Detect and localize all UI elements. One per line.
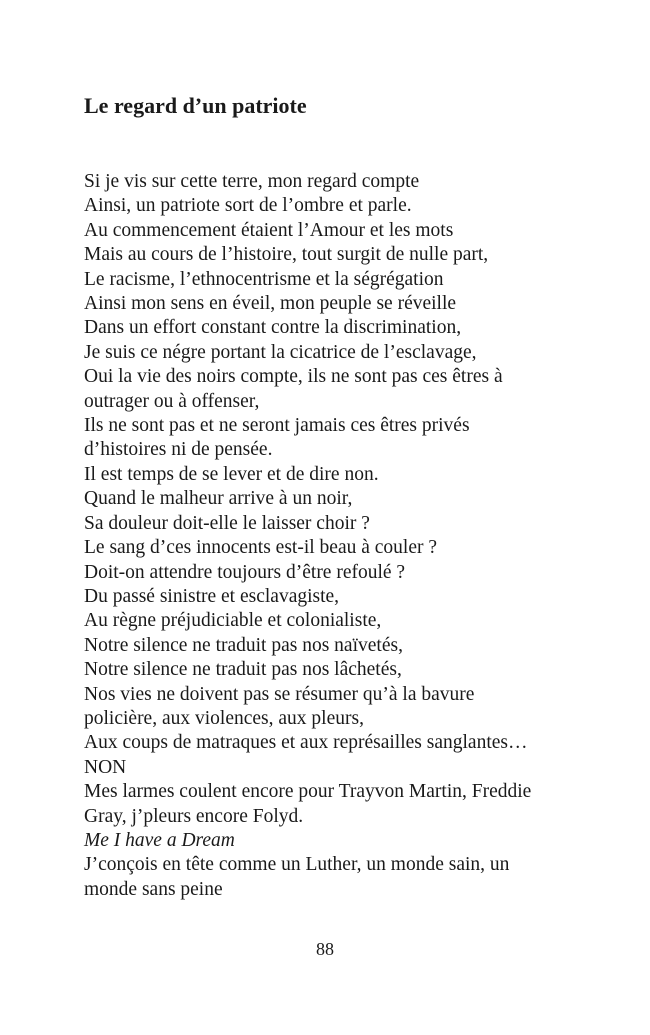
- poem-line: monde sans peine: [84, 878, 223, 900]
- poem-line: Le sang d’ces innocents est-il beau à couler ?: [84, 537, 438, 559]
- poem-line: Mais au cours de l’histoire, tout surgit de nulle part,: [84, 244, 489, 266]
- poem-line: Gray, j’pleurs encore Folyd.: [84, 805, 304, 827]
- poem-line: J’conçois en tête comme un Luther, un monde sain, un: [84, 854, 510, 876]
- poem-line: NON: [84, 756, 127, 778]
- poem-line: Quand le malheur arrive à un noir,: [84, 488, 353, 510]
- poem-line: Doit-on attendre toujours d’être refoulé ?: [84, 561, 406, 583]
- poem-title: Le regard d’un patriote: [84, 93, 307, 118]
- poem-line: Aux coups de matraques et aux représailles sanglantes…: [84, 732, 528, 754]
- page-number: 88: [316, 939, 334, 959]
- poem-line: Ainsi mon sens en éveil, mon peuple se réveille: [84, 293, 457, 315]
- poem-line: Notre silence ne traduit pas nos lâchetés,: [84, 659, 402, 681]
- poem-line: Dans un effort constant contre la discrimination,: [84, 317, 462, 339]
- poem-line: Ils ne sont pas et ne seront jamais ces êtres privés: [84, 415, 470, 437]
- poem-line: Du passé sinistre et esclavagiste,: [84, 585, 340, 607]
- poem-line: Mes larmes coulent encore pour Trayvon Martin, Freddie: [84, 781, 532, 803]
- poem-line: Notre silence ne traduit pas nos naïvetés,: [84, 634, 403, 656]
- poem-line: Au commencement étaient l’Amour et les mots: [84, 219, 454, 241]
- poem-line: Sa douleur doit-elle le laisser choir ?: [84, 512, 370, 534]
- poem-line: Nos vies ne doivent pas se résumer qu’à la bavure: [84, 683, 475, 705]
- poem-line: Le racisme, l’ethnocentrisme et la ségrégation: [84, 268, 444, 290]
- poem-line: Au règne préjudiciable et colonialiste,: [84, 610, 382, 632]
- poem-line: Je suis ce négre portant la cicatrice de l’esclavage,: [84, 341, 477, 363]
- poem-line: Ainsi, un patriote sort de l’ombre et parle.: [84, 195, 412, 217]
- poem-line: Il est temps de se lever et de dire non.: [84, 463, 379, 485]
- poem-line: Me I have a Dream: [84, 829, 235, 851]
- poem-line: policière, aux violences, aux pleurs,: [84, 707, 364, 729]
- poem-line: Si je vis sur cette terre, mon regard compte: [84, 171, 420, 192]
- poem-line: Oui la vie des noirs compte, ils ne sont pas ces êtres à: [84, 366, 503, 388]
- poem-body: [84, 170, 574, 902]
- poem-line: outrager ou à offenser,: [84, 390, 260, 412]
- poem-line: d’histoires ni de pensée.: [84, 439, 273, 461]
